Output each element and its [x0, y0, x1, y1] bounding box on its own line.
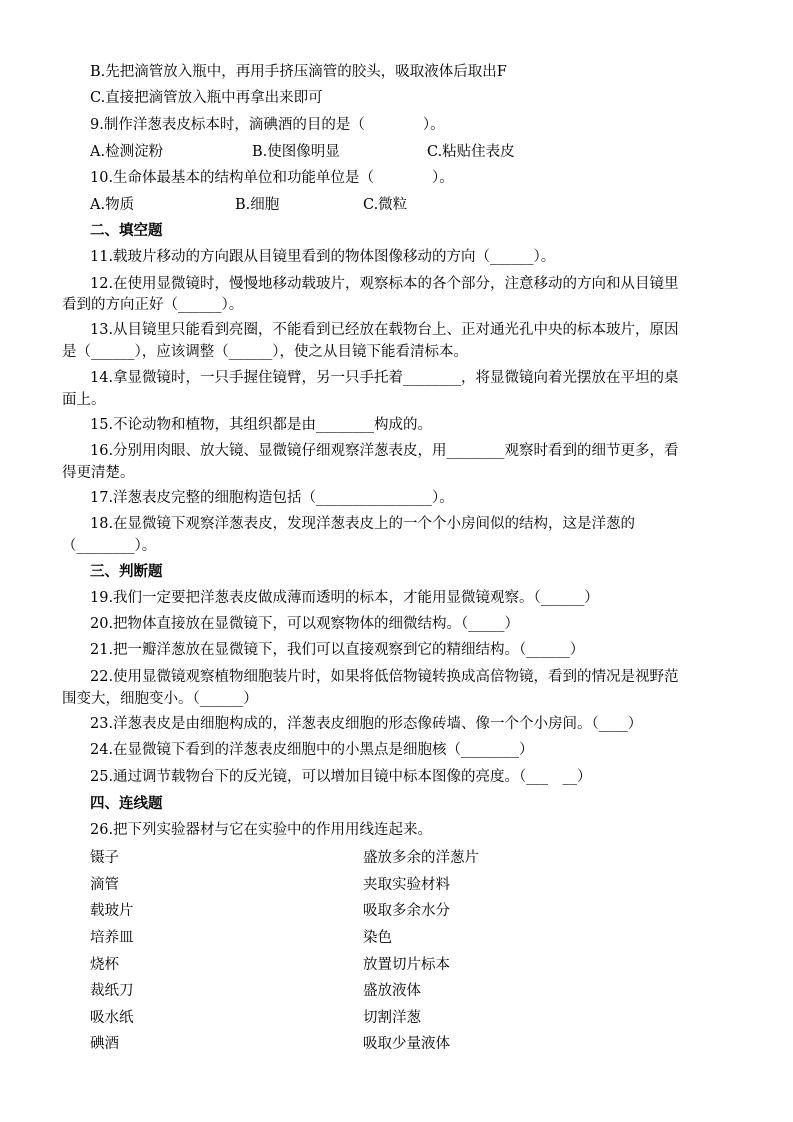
- question-10: 10.生命体最基本的结构单位和功能单位是（ ）。: [90, 170, 454, 186]
- function-item: 吸取多余水分: [363, 903, 450, 919]
- matching-row: [90, 928, 710, 948]
- question-26: 26.把下列实验器材与它在实验中的作用用线连起来。: [90, 822, 433, 838]
- question-23: 23.洋葱表皮是由细胞构成的，洋葱表皮细胞的形态像砖墙、像一个个小房间。（____）: [90, 716, 643, 732]
- question-15: 15.不论动物和植物，其组织都是由________构成的。: [90, 417, 433, 433]
- option-a: A.检测淀粉: [90, 144, 164, 160]
- option-c-line: C.直接把滴管放入瓶中再拿出来即可: [90, 90, 323, 106]
- question-21: 21.把一瓣洋葱放在显微镜下，我们可以直接观察到它的精细结构。（______）: [90, 642, 585, 658]
- question-13-line2: 是（______），应该调整（______），使之从目镜下能看清标本。: [62, 344, 468, 360]
- question-10-options: [90, 195, 710, 215]
- function-item: 盛放液体: [363, 983, 421, 999]
- question-19: 19.我们一定要把洋葱表皮做成薄而透明的标本，才能用显微镜观察。（______）: [90, 590, 599, 606]
- option-b-line: B.先把滴管放入瓶中，再用手挤压滴管的胶头，吸取液体后取出F: [90, 64, 507, 80]
- section-heading-matching: 四、连线题: [90, 795, 163, 812]
- question-22-line1: 22.使用显微镜观察植物细胞装片时，如果将低倍物镜转换成高倍物镜，看到的情况是视野范: [90, 669, 679, 685]
- apparatus-item: 吸水纸: [90, 1010, 134, 1026]
- question-24: 24.在显微镜下看到的洋葱表皮细胞中的小黑点是细胞核（________）: [90, 742, 534, 758]
- option-b: B.使图像明显: [252, 144, 340, 160]
- section-heading-fill-in: 二、填空题: [90, 222, 163, 239]
- question-17: 17.洋葱表皮完整的细胞构造包括（________________）。: [90, 490, 454, 506]
- matching-row: [90, 1008, 710, 1028]
- function-item: 放置切片标本: [363, 957, 450, 973]
- question-16-line2: 得更清楚。: [62, 465, 135, 481]
- function-item: 吸取少量液体: [363, 1036, 450, 1052]
- question-14-line2: 面上。: [62, 392, 106, 408]
- apparatus-item: 培养皿: [90, 930, 134, 946]
- question-25: 25.通过调节载物台下的反光镜，可以增加目镜中标本图像的亮度。（___ __）: [90, 769, 592, 785]
- apparatus-item: 烧杯: [90, 957, 119, 973]
- question-16-line1: 16.分别用肉眼、放大镜、显微镜仔细观察洋葱表皮，用________观察时看到的细节更多，看: [90, 443, 679, 459]
- matching-row: [90, 848, 710, 868]
- matching-row: [90, 901, 710, 921]
- option-a: A.物质: [90, 197, 135, 213]
- apparatus-item: 镊子: [90, 850, 119, 866]
- matching-row: [90, 1034, 710, 1054]
- question-13-line1: 13.从目镜里只能看到亮圈，不能看到已经放在载物台上、正对通光孔中央的标本玻片，原因: [90, 322, 679, 338]
- matching-row: [90, 955, 710, 975]
- question-9-options: [90, 142, 710, 162]
- question-12-line1: 12.在使用显微镜时，慢慢地移动载玻片，观察标本的各个部分，注意移动的方向和从目镜里: [90, 276, 679, 292]
- question-20: 20.把物体直接放在显微镜下，可以观察物体的细微结构。（_____）: [90, 616, 520, 632]
- function-item: 切割洋葱: [363, 1010, 421, 1026]
- question-22-line2: 围变大，细胞变小。（______）: [62, 691, 258, 707]
- question-9: 9.制作洋葱表皮标本时，滴碘酒的目的是（ ）。: [90, 117, 445, 133]
- function-item: 夹取实验材料: [363, 877, 450, 893]
- question-18-line2: （________）。: [62, 538, 157, 554]
- matching-row: [90, 875, 710, 895]
- matching-row: [90, 981, 710, 1001]
- question-18-line1: 18.在显微镜下观察洋葱表皮，发现洋葱表皮上的一个个小房间似的结构，这是洋葱的: [90, 516, 636, 532]
- question-12-line2: 看到的方向正好（______）。: [62, 297, 244, 313]
- option-b: B.细胞: [235, 197, 280, 213]
- section-heading-true-false: 三、判断题: [90, 563, 163, 580]
- question-11: 11.载玻片移动的方向跟从目镜里看到的物体图像移动的方向（______）。: [90, 249, 556, 265]
- option-c: C.微粒: [363, 197, 408, 213]
- function-item: 盛放多余的洋葱片: [363, 850, 479, 866]
- question-14-line1: 14.拿显微镜时，一只手握住镜臂，另一只手托着________，将显微镜向着光摆放在平坦的桌: [90, 370, 679, 386]
- apparatus-item: 载玻片: [90, 903, 134, 919]
- apparatus-item: 碘酒: [90, 1036, 119, 1052]
- apparatus-item: 滴管: [90, 877, 119, 893]
- option-c: C.粘贴住表皮: [427, 144, 515, 160]
- apparatus-item: 裁纸刀: [90, 983, 134, 999]
- function-item: 染色: [363, 930, 392, 946]
